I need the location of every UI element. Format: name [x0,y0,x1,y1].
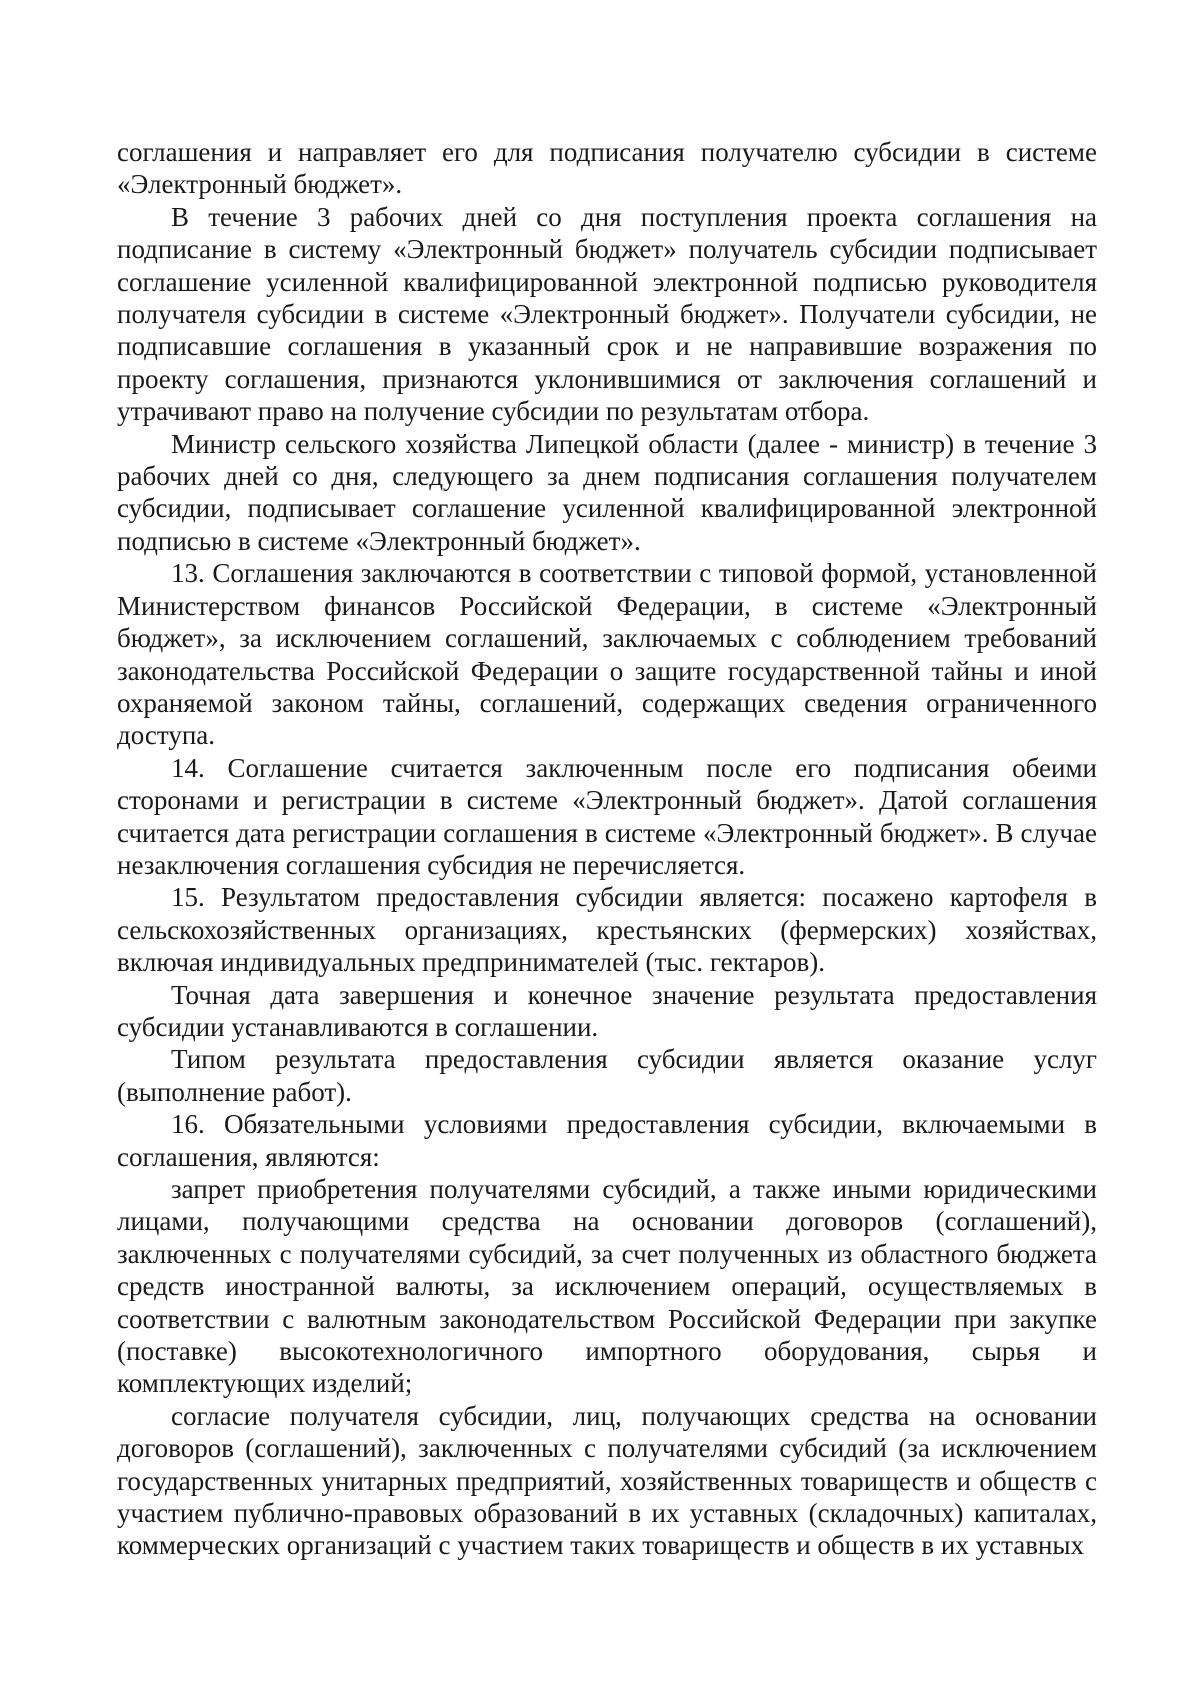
paragraph-result-date: Точная дата завершения и конечное значение результата предоставления субсидии устанавливаются в соглашении. [117,979,1097,1042]
paragraph-currency-ban: запрет приобретения получателями субсидий, а также иными юридическими лицами, получающими средства на основании договоров (соглашений), заключенных с получателями субсидий, за счет полученных из областного бюджета средств иностранной валюты, за исключением операций, осуществляемых в соответствии с валютным законодательством Российской Федерации при закупке (поставке) высокотехнологичного импортного оборудования, сырья и комплектующих изделий; [117,1174,1097,1399]
paragraph-clause-15: 15. Результатом предоставления субсидии является: посажено картофеля в сельскохозяйственных организациях, крестьянских (фермерских) хозяйствах, включая индивидуальных предпринимателей (тыс. гектаров). [117,882,1097,978]
paragraph-continuation: соглашения и направляет его для подписания получателю субсидии в системе «Электронный бюджет». [117,137,1097,200]
document-page [117,136,1097,1562]
paragraph-clause-14: 14. Соглашение считается заключенным после его подписания обеими сторонами и регистрации в системе «Электронный бюджет». Датой соглашения считается дата регистрации соглашения в системе «Электронный бюджет». В случае незаключения соглашения субсидия не перечисляется. [117,752,1097,880]
paragraph-recipient-consent: согласие получателя субсидии, лиц, получающих средства на основании договоров (соглашений), заключенных с получателями субсидий (за исключением государственных унитарных предприятий, хозяйственных товариществ и обществ с участием публично-правовых образований в их уставных (складочных) капиталах, коммерческих организаций с участием таких товариществ и обществ в их уставных [117,1400,1097,1561]
paragraph-minister-signing: Министр сельского хозяйства Липецкой области (далее - министр) в течение 3 рабочих дней со дня, следующего за днем подписания соглашения получателем субсидии, подписывает соглашение усиленной квалифицированной электронной подписью в системе «Электронный бюджет». [117,428,1097,556]
paragraph-clause-13: 13. Соглашения заключаются в соответствии с типовой формой, установленной Министерством финансов Российской Федерации, в системе «Электронный бюджет», за исключением соглашений, заключаемых с соблюдением требований законодательства Российской Федерации о защите государственной тайны и иной охраняемой законом тайны, соглашений, содержащих сведения ограниченного доступа. [117,558,1097,751]
paragraph-clause-16: 16. Обязательными условиями предоставления субсидии, включаемыми в соглашения, являются: [117,1109,1097,1172]
paragraph-signing-term: В течение 3 рабочих дней со дня поступления проекта соглашения на подписание в систему «Электронный бюджет» получатель субсидии подписывает соглашение усиленной квалифицированной электронной подписью руководителя получателя субсидии в системе «Электронный бюджет». Получатели субсидии, не подписавшие соглашения в указанный срок и не направившие возражения по проекту соглашения, признаются уклонившимися от заключения соглашений и утрачивают право на получение субсидии по результатам отбора. [117,201,1097,427]
paragraph-result-type: Типом результата предоставления субсидии является оказание услуг (выполнение работ). [117,1044,1097,1107]
